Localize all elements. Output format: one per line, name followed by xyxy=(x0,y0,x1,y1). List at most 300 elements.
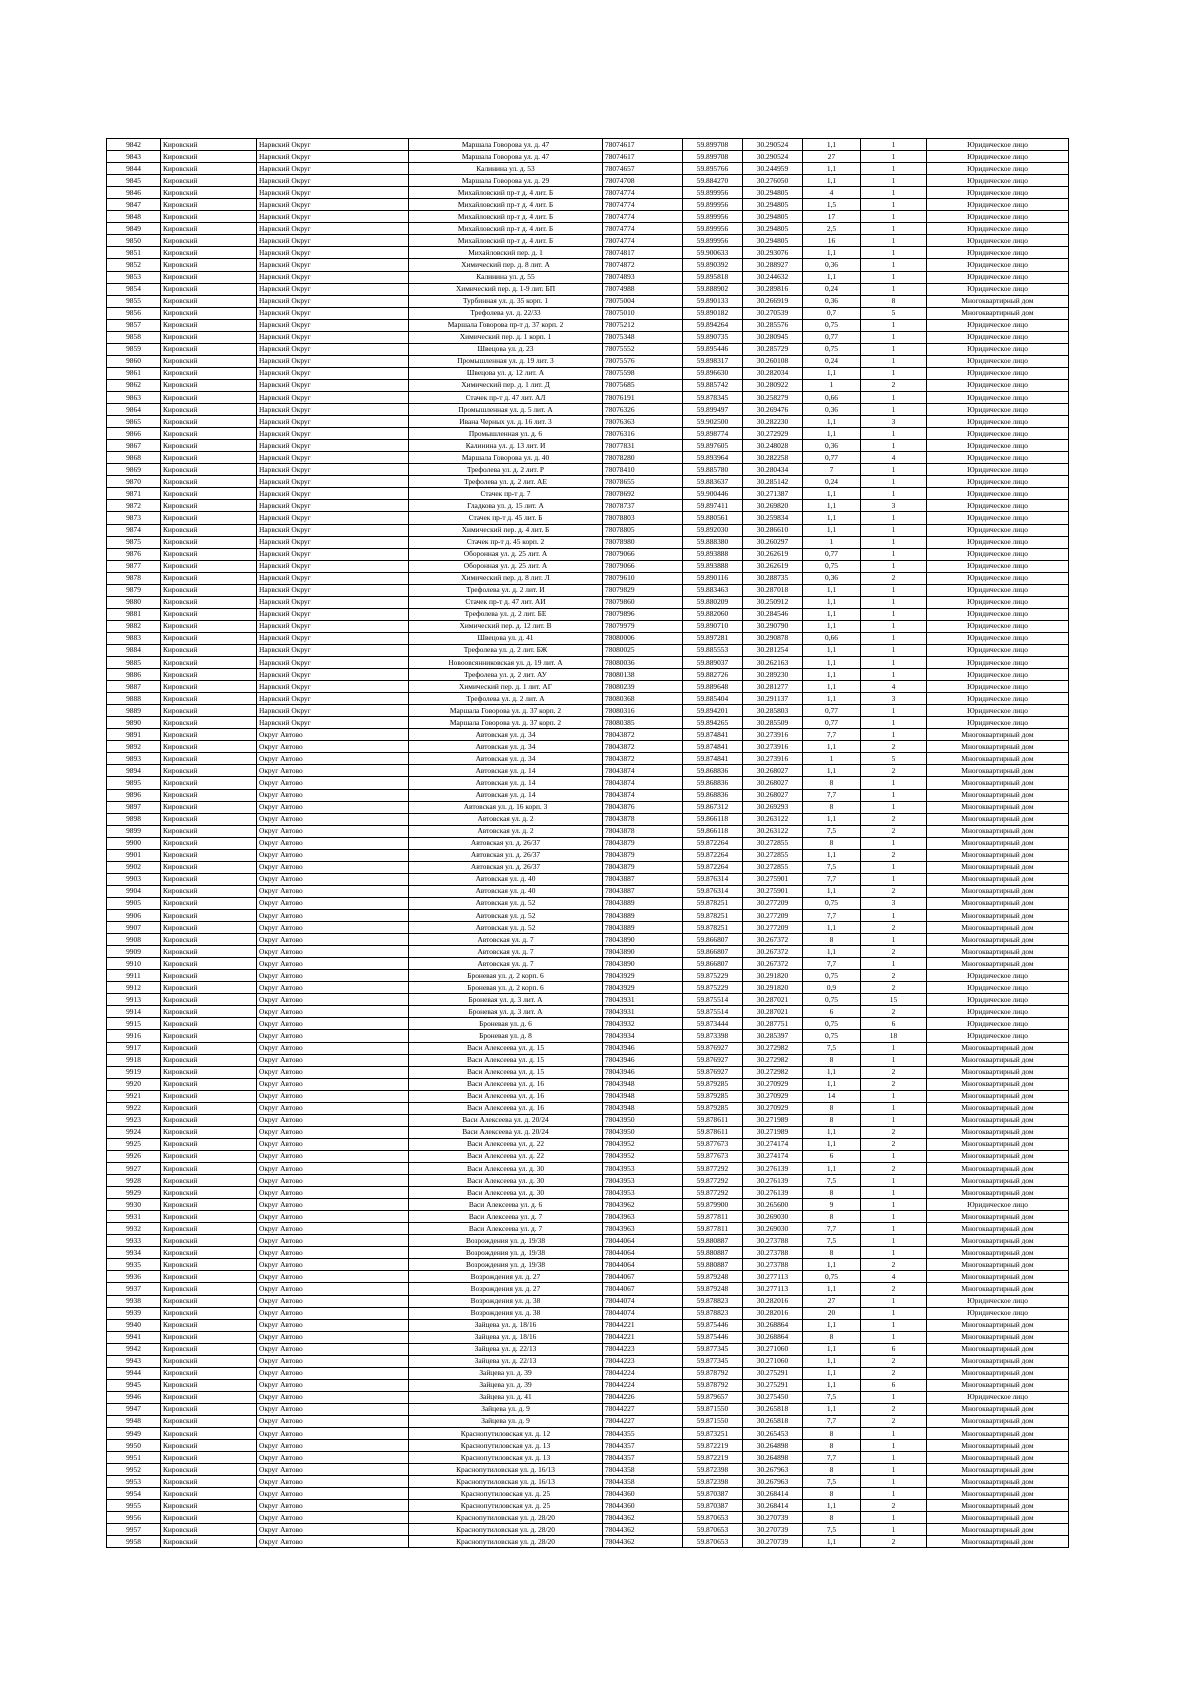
cell-district: Кировский xyxy=(161,1187,257,1199)
cell-district: Кировский xyxy=(161,777,257,789)
cell-object-code: 78074872 xyxy=(603,259,683,271)
cell-container-volume: 0,9 xyxy=(803,982,861,994)
cell-address: Васи Алексеева ул. д. 20/24 xyxy=(409,1114,603,1126)
cell-municipal-okrug: Нарвский Округ xyxy=(257,199,409,211)
cell-longitude: 30.275901 xyxy=(743,885,803,897)
cell-container-volume: 1,1 xyxy=(803,1066,861,1078)
table-row xyxy=(107,1428,1069,1440)
cell-owner-type: Многоквартирный дом xyxy=(927,922,1069,934)
cell-longitude: 30.274174 xyxy=(743,1138,803,1150)
cell-address: Васи Алексеева ул. д. 30 xyxy=(409,1187,603,1199)
cell-row-number: 9874 xyxy=(107,524,161,536)
cell-object-code: 78043953 xyxy=(603,1175,683,1187)
cell-owner-type: Юридическое лицо xyxy=(927,343,1069,355)
cell-object-code: 78044358 xyxy=(603,1476,683,1488)
cell-address: Стачек пр-т д. 7 xyxy=(409,488,603,500)
cell-container-count: 2 xyxy=(861,1078,927,1090)
table-row xyxy=(107,1187,1069,1199)
cell-municipal-okrug: Нарвский Округ xyxy=(257,331,409,343)
cell-district: Кировский xyxy=(161,1391,257,1403)
table-row xyxy=(107,1307,1069,1319)
cell-latitude: 59.880887 xyxy=(683,1247,743,1259)
cell-latitude: 59.878251 xyxy=(683,910,743,922)
cell-object-code: 78074893 xyxy=(603,271,683,283)
table-row xyxy=(107,657,1069,669)
cell-municipal-okrug: Нарвский Округ xyxy=(257,464,409,476)
cell-row-number: 9923 xyxy=(107,1114,161,1126)
cell-longitude: 30.271989 xyxy=(743,1114,803,1126)
cell-latitude: 59.879900 xyxy=(683,1199,743,1211)
cell-container-volume: 1,1 xyxy=(803,669,861,681)
cell-district: Кировский xyxy=(161,608,257,620)
cell-row-number: 9869 xyxy=(107,464,161,476)
cell-address: Краснопутиловская ул. д. 16/13 xyxy=(409,1476,603,1488)
cell-latitude: 59.893888 xyxy=(683,560,743,572)
cell-container-count: 1 xyxy=(861,1054,927,1066)
cell-longitude: 30.271387 xyxy=(743,488,803,500)
cell-longitude: 30.277113 xyxy=(743,1283,803,1295)
table-row xyxy=(107,1235,1069,1247)
cell-district: Кировский xyxy=(161,163,257,175)
table-row xyxy=(107,163,1069,175)
cell-municipal-okrug: Округ Автово xyxy=(257,922,409,934)
cell-container-volume: 0,75 xyxy=(803,1018,861,1030)
cell-container-volume: 8 xyxy=(803,934,861,946)
cell-object-code: 78043952 xyxy=(603,1150,683,1162)
cell-district: Кировский xyxy=(161,1018,257,1030)
cell-longitude: 30.276139 xyxy=(743,1175,803,1187)
cell-container-volume: 7,5 xyxy=(803,1042,861,1054)
cell-container-volume: 0,66 xyxy=(803,632,861,644)
cell-container-volume: 0,7 xyxy=(803,307,861,319)
table-row xyxy=(107,1440,1069,1452)
cell-district: Кировский xyxy=(161,1367,257,1379)
cell-address: Васи Алексеева ул. д. 16 xyxy=(409,1102,603,1114)
table-row xyxy=(107,1415,1069,1427)
cell-latitude: 59.872398 xyxy=(683,1476,743,1488)
cell-municipal-okrug: Округ Автово xyxy=(257,1415,409,1427)
cell-district: Кировский xyxy=(161,620,257,632)
cell-municipal-okrug: Округ Автово xyxy=(257,1452,409,1464)
cell-municipal-okrug: Округ Автово xyxy=(257,1307,409,1319)
table-row xyxy=(107,1403,1069,1415)
cell-container-volume: 8 xyxy=(803,1102,861,1114)
cell-container-volume: 1,1 xyxy=(803,1126,861,1138)
cell-municipal-okrug: Нарвский Округ xyxy=(257,247,409,259)
cell-district: Кировский xyxy=(161,825,257,837)
cell-district: Кировский xyxy=(161,343,257,355)
table-row xyxy=(107,1054,1069,1066)
cell-object-code: 78080138 xyxy=(603,669,683,681)
cell-address: Михайловский пер. д. 1 xyxy=(409,247,603,259)
cell-container-volume: 1,1 xyxy=(803,163,861,175)
cell-address: Автовская ул. д. 40 xyxy=(409,873,603,885)
cell-longitude: 30.268027 xyxy=(743,777,803,789)
cell-address: Автовская ул. д. 2 xyxy=(409,825,603,837)
cell-object-code: 78044067 xyxy=(603,1283,683,1295)
table-row xyxy=(107,1030,1069,1042)
cell-latitude: 59.877292 xyxy=(683,1162,743,1174)
records-table xyxy=(106,138,1069,1548)
cell-container-volume: 0,36 xyxy=(803,572,861,584)
cell-latitude: 59.885742 xyxy=(683,379,743,391)
cell-municipal-okrug: Округ Автово xyxy=(257,910,409,922)
cell-row-number: 9873 xyxy=(107,512,161,524)
cell-container-volume: 1,1 xyxy=(803,1355,861,1367)
cell-longitude: 30.265600 xyxy=(743,1199,803,1211)
cell-latitude: 59.900633 xyxy=(683,247,743,259)
table-row xyxy=(107,1343,1069,1355)
cell-address: Возрождения ул. д. 27 xyxy=(409,1283,603,1295)
cell-district: Кировский xyxy=(161,391,257,403)
cell-municipal-okrug: Округ Автово xyxy=(257,873,409,885)
cell-object-code: 78044064 xyxy=(603,1235,683,1247)
cell-row-number: 9882 xyxy=(107,620,161,632)
cell-municipal-okrug: Нарвский Округ xyxy=(257,452,409,464)
cell-container-count: 1 xyxy=(861,584,927,596)
table-row xyxy=(107,801,1069,813)
cell-container-count: 4 xyxy=(861,452,927,464)
table-row xyxy=(107,765,1069,777)
cell-owner-type: Многоквартирный дом xyxy=(927,753,1069,765)
cell-address: Стачек пр-т д. 47 лит. АЛ xyxy=(409,391,603,403)
cell-latitude: 59.895818 xyxy=(683,271,743,283)
cell-container-count: 1 xyxy=(861,247,927,259)
cell-object-code: 78075598 xyxy=(603,367,683,379)
cell-latitude: 59.871550 xyxy=(683,1415,743,1427)
cell-object-code: 78043934 xyxy=(603,1030,683,1042)
cell-row-number: 9899 xyxy=(107,825,161,837)
cell-owner-type: Многоквартирный дом xyxy=(927,1138,1069,1150)
cell-row-number: 9958 xyxy=(107,1536,161,1548)
cell-object-code: 78044221 xyxy=(603,1319,683,1331)
table-row xyxy=(107,910,1069,922)
cell-district: Кировский xyxy=(161,1259,257,1271)
cell-district: Кировский xyxy=(161,1114,257,1126)
cell-owner-type: Многоквартирный дом xyxy=(927,1223,1069,1235)
cell-container-count: 1 xyxy=(861,151,927,163)
cell-longitude: 30.284546 xyxy=(743,608,803,620)
cell-longitude: 30.285803 xyxy=(743,705,803,717)
cell-container-volume: 7,5 xyxy=(803,1175,861,1187)
cell-container-volume: 7,7 xyxy=(803,1223,861,1235)
cell-owner-type: Многоквартирный дом xyxy=(927,1440,1069,1452)
cell-container-count: 2 xyxy=(861,1536,927,1548)
cell-latitude: 59.875229 xyxy=(683,970,743,982)
table-row xyxy=(107,1355,1069,1367)
cell-object-code: 78080239 xyxy=(603,681,683,693)
cell-row-number: 9891 xyxy=(107,729,161,741)
cell-municipal-okrug: Округ Автово xyxy=(257,753,409,765)
cell-container-volume: 2,5 xyxy=(803,223,861,235)
cell-row-number: 9952 xyxy=(107,1464,161,1476)
cell-municipal-okrug: Округ Автово xyxy=(257,1428,409,1440)
cell-container-volume: 7,7 xyxy=(803,873,861,885)
cell-object-code: 78044362 xyxy=(603,1536,683,1548)
cell-longitude: 30.290524 xyxy=(743,151,803,163)
cell-district: Кировский xyxy=(161,404,257,416)
cell-object-code: 78079860 xyxy=(603,596,683,608)
table-row xyxy=(107,669,1069,681)
cell-longitude: 30.270929 xyxy=(743,1102,803,1114)
cell-object-code: 78044223 xyxy=(603,1355,683,1367)
table-row xyxy=(107,584,1069,596)
cell-object-code: 78043879 xyxy=(603,837,683,849)
cell-address: Возрождения ул. д. 19/38 xyxy=(409,1235,603,1247)
cell-district: Кировский xyxy=(161,259,257,271)
cell-address: Маршала Говорова ул. д. 40 xyxy=(409,452,603,464)
cell-longitude: 30.293076 xyxy=(743,247,803,259)
table-row xyxy=(107,825,1069,837)
cell-district: Кировский xyxy=(161,1295,257,1307)
cell-latitude: 59.870653 xyxy=(683,1512,743,1524)
cell-row-number: 9871 xyxy=(107,488,161,500)
cell-owner-type: Юридическое лицо xyxy=(927,379,1069,391)
cell-owner-type: Юридическое лицо xyxy=(927,620,1069,632)
cell-object-code: 78043952 xyxy=(603,1138,683,1150)
cell-address: Автовская ул. д. 7 xyxy=(409,958,603,970)
table-row xyxy=(107,1138,1069,1150)
cell-longitude: 30.244632 xyxy=(743,271,803,283)
cell-longitude: 30.288927 xyxy=(743,259,803,271)
cell-object-code: 78074774 xyxy=(603,199,683,211)
cell-row-number: 9946 xyxy=(107,1391,161,1403)
cell-row-number: 9886 xyxy=(107,669,161,681)
cell-container-volume: 0,77 xyxy=(803,717,861,729)
cell-municipal-okrug: Нарвский Округ xyxy=(257,681,409,693)
cell-row-number: 9901 xyxy=(107,849,161,861)
cell-owner-type: Многоквартирный дом xyxy=(927,1452,1069,1464)
table-row xyxy=(107,464,1069,476)
table-row xyxy=(107,717,1069,729)
cell-municipal-okrug: Округ Автово xyxy=(257,1199,409,1211)
cell-container-count: 1 xyxy=(861,211,927,223)
cell-container-count: 8 xyxy=(861,295,927,307)
cell-object-code: 78044360 xyxy=(603,1488,683,1500)
cell-container-volume: 1,1 xyxy=(803,139,861,151)
cell-address: Калинина ул. д. 55 xyxy=(409,271,603,283)
cell-longitude: 30.267963 xyxy=(743,1464,803,1476)
cell-object-code: 78074774 xyxy=(603,211,683,223)
table-row xyxy=(107,849,1069,861)
cell-address: Васи Алексеева ул. д. 7 xyxy=(409,1211,603,1223)
cell-address: Васи Алексеева ул. д. 30 xyxy=(409,1175,603,1187)
table-row xyxy=(107,1476,1069,1488)
cell-row-number: 9884 xyxy=(107,644,161,656)
cell-municipal-okrug: Нарвский Округ xyxy=(257,488,409,500)
cell-row-number: 9931 xyxy=(107,1211,161,1223)
cell-district: Кировский xyxy=(161,1319,257,1331)
cell-container-volume: 8 xyxy=(803,801,861,813)
cell-district: Кировский xyxy=(161,1452,257,1464)
cell-latitude: 59.883637 xyxy=(683,476,743,488)
cell-container-count: 4 xyxy=(861,1271,927,1283)
cell-municipal-okrug: Округ Автово xyxy=(257,994,409,1006)
table-row xyxy=(107,440,1069,452)
cell-container-volume: 7 xyxy=(803,464,861,476)
cell-container-count: 1 xyxy=(861,1488,927,1500)
cell-object-code: 78043872 xyxy=(603,741,683,753)
table-row xyxy=(107,548,1069,560)
cell-district: Кировский xyxy=(161,283,257,295)
cell-longitude: 30.272855 xyxy=(743,837,803,849)
table-row xyxy=(107,476,1069,488)
table-row xyxy=(107,705,1069,717)
cell-address: Броневая ул. д. 2 корп. 6 xyxy=(409,970,603,982)
cell-container-volume: 0,75 xyxy=(803,1030,861,1042)
cell-object-code: 78080006 xyxy=(603,632,683,644)
cell-municipal-okrug: Нарвский Округ xyxy=(257,524,409,536)
cell-object-code: 78043946 xyxy=(603,1054,683,1066)
table-row xyxy=(107,1367,1069,1379)
cell-row-number: 9951 xyxy=(107,1452,161,1464)
cell-longitude: 30.270739 xyxy=(743,1512,803,1524)
cell-latitude: 59.897605 xyxy=(683,440,743,452)
cell-container-count: 2 xyxy=(861,1403,927,1415)
cell-municipal-okrug: Нарвский Округ xyxy=(257,355,409,367)
cell-district: Кировский xyxy=(161,994,257,1006)
cell-latitude: 59.879285 xyxy=(683,1090,743,1102)
cell-row-number: 9858 xyxy=(107,331,161,343)
cell-address: Стачек пр-т д. 47 лит. АИ xyxy=(409,596,603,608)
cell-municipal-okrug: Округ Автово xyxy=(257,1367,409,1379)
cell-municipal-okrug: Округ Автово xyxy=(257,1054,409,1066)
cell-address: Васи Алексеева ул. д. 22 xyxy=(409,1150,603,1162)
table-row xyxy=(107,367,1069,379)
cell-district: Кировский xyxy=(161,970,257,982)
cell-row-number: 9842 xyxy=(107,139,161,151)
cell-municipal-okrug: Округ Автово xyxy=(257,1295,409,1307)
cell-longitude: 30.282230 xyxy=(743,416,803,428)
cell-container-volume: 0,75 xyxy=(803,897,861,909)
cell-object-code: 78043874 xyxy=(603,777,683,789)
cell-container-count: 1 xyxy=(861,717,927,729)
cell-longitude: 30.282258 xyxy=(743,452,803,464)
cell-municipal-okrug: Округ Автово xyxy=(257,1006,409,1018)
cell-owner-type: Многоквартирный дом xyxy=(927,1187,1069,1199)
cell-municipal-okrug: Нарвский Округ xyxy=(257,211,409,223)
cell-owner-type: Юридическое лицо xyxy=(927,1199,1069,1211)
table-row xyxy=(107,235,1069,247)
cell-object-code: 78043878 xyxy=(603,813,683,825)
cell-latitude: 59.875229 xyxy=(683,982,743,994)
cell-row-number: 9922 xyxy=(107,1102,161,1114)
table-row xyxy=(107,789,1069,801)
cell-municipal-okrug: Округ Автово xyxy=(257,1331,409,1343)
cell-container-volume: 9 xyxy=(803,1199,861,1211)
cell-row-number: 9918 xyxy=(107,1054,161,1066)
cell-owner-type: Многоквартирный дом xyxy=(927,1319,1069,1331)
cell-row-number: 9953 xyxy=(107,1476,161,1488)
cell-latitude: 59.878611 xyxy=(683,1126,743,1138)
cell-owner-type: Многоквартирный дом xyxy=(927,1428,1069,1440)
cell-district: Кировский xyxy=(161,572,257,584)
table-row xyxy=(107,1126,1069,1138)
cell-address: Краснопутиловская ул. д. 13 xyxy=(409,1452,603,1464)
cell-owner-type: Юридическое лицо xyxy=(927,404,1069,416)
cell-municipal-okrug: Округ Автово xyxy=(257,1211,409,1223)
cell-district: Кировский xyxy=(161,1331,257,1343)
cell-address: Швецова ул. д. 12 лит. А xyxy=(409,367,603,379)
cell-longitude: 30.273788 xyxy=(743,1247,803,1259)
cell-owner-type: Многоквартирный дом xyxy=(927,897,1069,909)
cell-owner-type: Многоквартирный дом xyxy=(927,1054,1069,1066)
cell-container-volume: 0,75 xyxy=(803,994,861,1006)
cell-latitude: 59.872219 xyxy=(683,1440,743,1452)
cell-address: Ивана Черных ул. д. 16 лит. 3 xyxy=(409,416,603,428)
cell-container-count: 1 xyxy=(861,524,927,536)
cell-latitude: 59.880887 xyxy=(683,1235,743,1247)
cell-container-volume: 1,1 xyxy=(803,946,861,958)
table-row xyxy=(107,259,1069,271)
cell-container-count: 2 xyxy=(861,1259,927,1271)
cell-row-number: 9870 xyxy=(107,476,161,488)
cell-longitude: 30.275450 xyxy=(743,1391,803,1403)
cell-owner-type: Юридическое лицо xyxy=(927,187,1069,199)
cell-longitude: 30.282016 xyxy=(743,1295,803,1307)
cell-latitude: 59.875446 xyxy=(683,1331,743,1343)
cell-object-code: 78078410 xyxy=(603,464,683,476)
cell-row-number: 9875 xyxy=(107,536,161,548)
cell-row-number: 9925 xyxy=(107,1138,161,1150)
table-row xyxy=(107,211,1069,223)
cell-municipal-okrug: Нарвский Округ xyxy=(257,416,409,428)
cell-object-code: 78044362 xyxy=(603,1524,683,1536)
cell-longitude: 30.275291 xyxy=(743,1379,803,1391)
cell-owner-type: Юридическое лицо xyxy=(927,717,1069,729)
cell-container-count: 1 xyxy=(861,1524,927,1536)
cell-row-number: 9947 xyxy=(107,1403,161,1415)
table-row xyxy=(107,271,1069,283)
cell-row-number: 9861 xyxy=(107,367,161,379)
cell-container-count: 6 xyxy=(861,1018,927,1030)
cell-address: Броневая ул. д. 3 лит. А xyxy=(409,994,603,1006)
cell-container-count: 2 xyxy=(861,1138,927,1150)
cell-container-count: 1 xyxy=(861,536,927,548)
cell-owner-type: Юридическое лицо xyxy=(927,416,1069,428)
table-row xyxy=(107,861,1069,873)
cell-container-count: 1 xyxy=(861,428,927,440)
cell-district: Кировский xyxy=(161,1006,257,1018)
cell-municipal-okrug: Округ Автово xyxy=(257,1187,409,1199)
cell-district: Кировский xyxy=(161,440,257,452)
table-row xyxy=(107,1464,1069,1476)
cell-owner-type: Юридическое лицо xyxy=(927,657,1069,669)
cell-row-number: 9857 xyxy=(107,319,161,331)
cell-latitude: 59.880887 xyxy=(683,1259,743,1271)
cell-address: Швецова ул. д. 41 xyxy=(409,632,603,644)
cell-latitude: 59.878792 xyxy=(683,1367,743,1379)
cell-owner-type: Многоквартирный дом xyxy=(927,1114,1069,1126)
cell-row-number: 9868 xyxy=(107,452,161,464)
cell-longitude: 30.270539 xyxy=(743,307,803,319)
cell-district: Кировский xyxy=(161,741,257,753)
cell-latitude: 59.879285 xyxy=(683,1102,743,1114)
cell-row-number: 9887 xyxy=(107,681,161,693)
cell-address: Васи Алексеева ул. д. 15 xyxy=(409,1042,603,1054)
cell-container-volume: 8 xyxy=(803,1488,861,1500)
cell-row-number: 9895 xyxy=(107,777,161,789)
cell-container-count: 1 xyxy=(861,861,927,873)
cell-district: Кировский xyxy=(161,488,257,500)
cell-address: Броневая ул. д. 6 xyxy=(409,1018,603,1030)
cell-district: Кировский xyxy=(161,428,257,440)
cell-container-count: 1 xyxy=(861,1199,927,1211)
cell-object-code: 78043878 xyxy=(603,825,683,837)
cell-address: Химический пер. д. 4 лит. Б xyxy=(409,524,603,536)
cell-latitude: 59.877673 xyxy=(683,1150,743,1162)
cell-longitude: 30.294805 xyxy=(743,223,803,235)
